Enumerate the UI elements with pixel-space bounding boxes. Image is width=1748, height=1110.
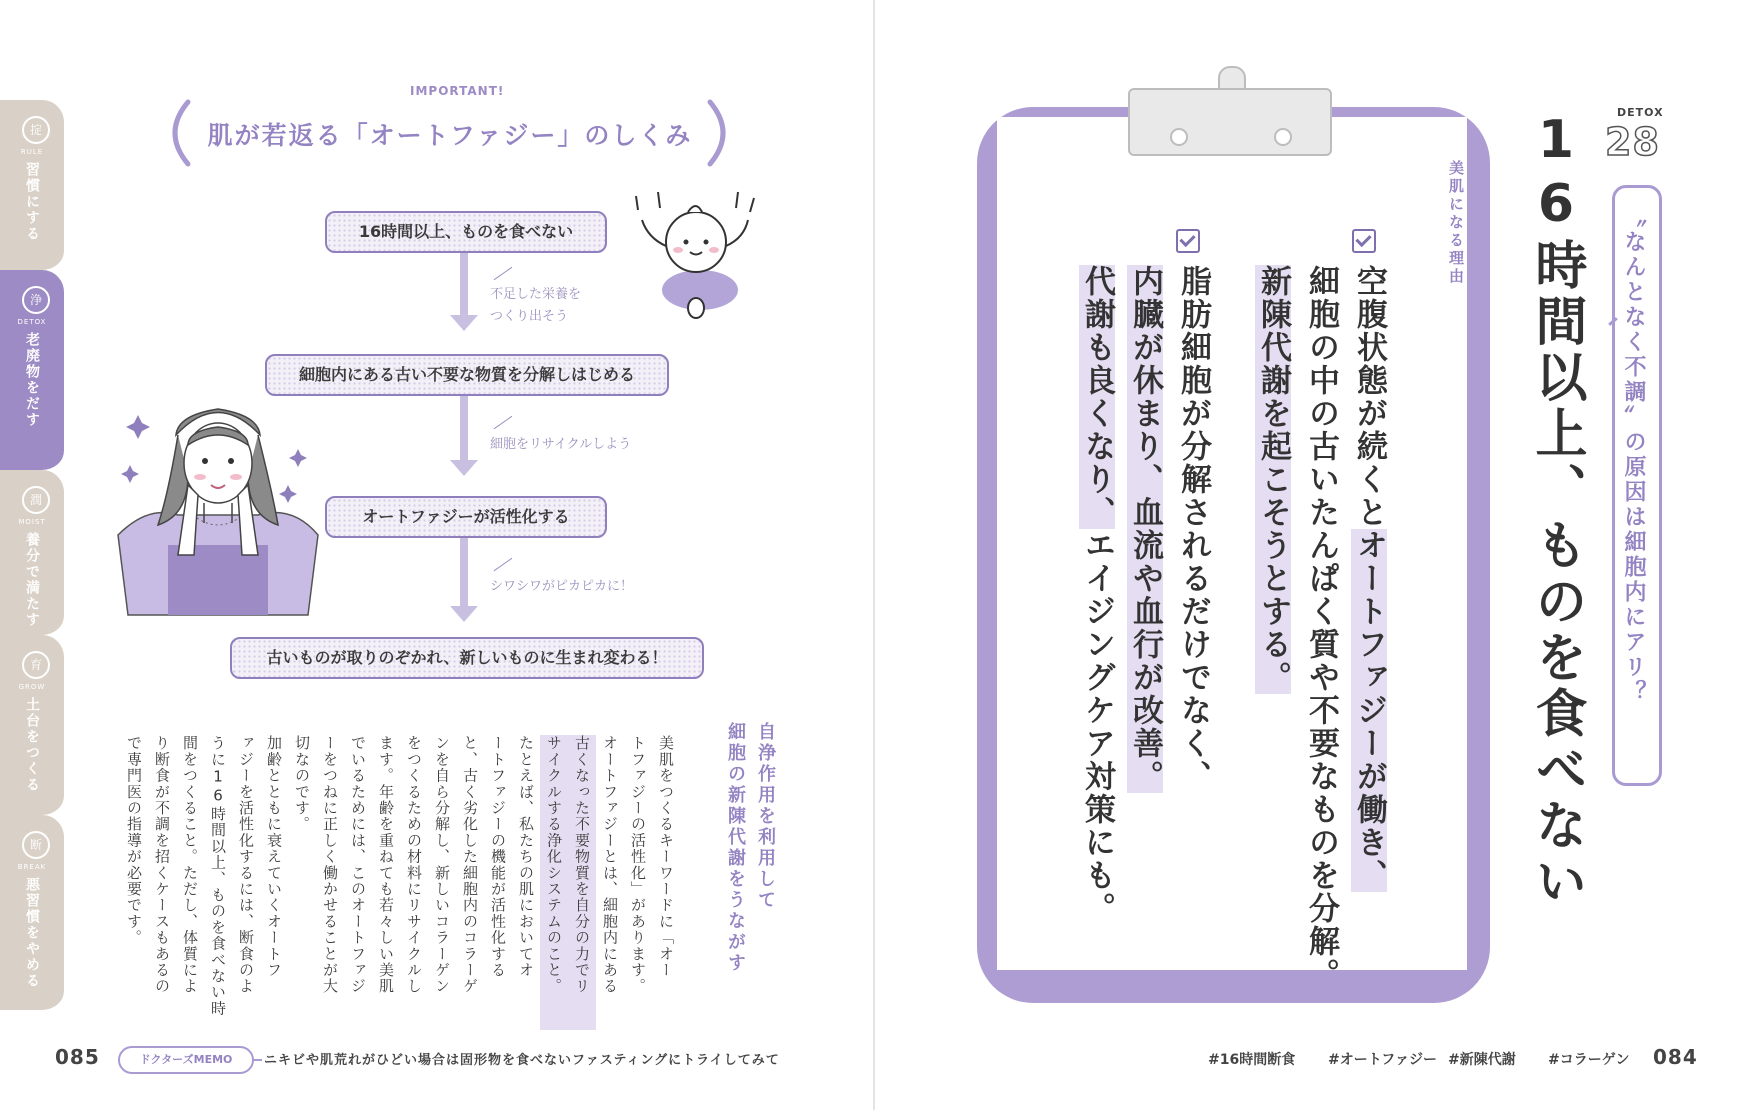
- body-line: をつくるための材料にリサイクルし: [405, 735, 423, 995]
- tab-label: 老廃物をだす: [24, 332, 40, 428]
- body-line: ます。年齢を重ねても若々しい美肌: [377, 735, 395, 995]
- arrow-down-icon: [450, 606, 478, 622]
- detox-number: 28: [1605, 120, 1660, 164]
- main-text-highlight: 新陳代謝を起こそうとする。: [1254, 265, 1291, 694]
- body-line: ーをつねに正しく働かせることが大: [321, 735, 339, 995]
- right-paren-icon: [700, 98, 740, 168]
- main-text-highlight: オートファジーが働き、: [1350, 529, 1387, 892]
- body-line-highlight: サイクルする浄化システムのこと。: [540, 735, 568, 1030]
- main-text: 脂肪細胞が分解されるだけでなく、: [1174, 265, 1211, 793]
- clip-hole: [1170, 128, 1188, 146]
- tab-en: GROW: [18, 683, 46, 691]
- tab-label: 土台をつくる: [24, 697, 40, 793]
- note-slash-icon: [494, 558, 513, 571]
- left-paren-icon: [158, 98, 198, 168]
- main-text: エイジングケア対策にも。: [1078, 529, 1115, 925]
- section-heading: 肌が若返る「オートファジー」のしくみ: [207, 121, 693, 150]
- flow-step-3: オートファジーが活性化する: [325, 496, 607, 538]
- main-text-highlight: 血流や血行が改善。: [1126, 496, 1163, 793]
- tag-metabolism[interactable]: [1448, 1049, 1516, 1069]
- body-line: 間をつくること。ただし、体質によ: [181, 735, 199, 995]
- main-column-3: [1250, 265, 1295, 694]
- body-text: [112, 735, 680, 1030]
- tab-label: 習慣にする: [24, 162, 40, 242]
- tab-kanji: 浄: [22, 286, 50, 314]
- arrow-down-icon: [450, 460, 478, 476]
- main-text-highlight: 代謝も良くなり、: [1078, 265, 1115, 529]
- page-number-left: 085: [55, 1045, 100, 1069]
- flow-note-line: 不足した栄養を: [490, 287, 582, 302]
- tab-kanji: 断: [22, 831, 50, 859]
- flow-arrow: [460, 538, 468, 608]
- tag-text: #16時間断食: [1208, 1052, 1296, 1068]
- tab-label: 養分で満たす: [24, 532, 40, 628]
- body-line: オートファジーとは、細胞内にある: [601, 735, 619, 995]
- woman-illustration: [108, 395, 328, 620]
- body-line: 切なのです。: [293, 735, 311, 833]
- memo-connector: [252, 1059, 262, 1061]
- main-column-5: [1122, 265, 1167, 793]
- mascot-illustration: [630, 190, 760, 330]
- body-line: ートファジーの機能が活性化する: [489, 735, 507, 978]
- flow-note-1: [490, 284, 581, 328]
- side-tab-rule[interactable]: [0, 100, 64, 273]
- body-line: 美肌をつくるキーワードに「オー: [657, 735, 675, 978]
- main-text: 細胞の中の古いたんぱく質や不要なものを分解。: [1302, 265, 1339, 991]
- flow-note-line: つくり出そう: [490, 309, 569, 324]
- detox-label: DETOX: [1617, 106, 1664, 119]
- tab-en: BREAK: [17, 863, 47, 871]
- flow-step-4: 古いものが取りのぞかれ、新しいものに生まれ変わる！: [230, 637, 704, 679]
- note-slash-icon: [494, 267, 513, 280]
- flow-step-2: 細胞内にある古い不要な物質を分解しはじめる: [265, 354, 669, 396]
- body-line: 加齢とともに衰えていくオートフ: [265, 735, 283, 978]
- tab-kanji: 育: [22, 651, 50, 679]
- main-column-2: [1298, 265, 1343, 991]
- tag-autophagy[interactable]: [1328, 1049, 1437, 1069]
- body-subheading: [720, 722, 780, 1012]
- tag-text: #コラーゲン: [1548, 1052, 1630, 1068]
- body-line: トファジーの活性化」があります。: [629, 735, 647, 995]
- checkbox-icon: [1176, 229, 1200, 253]
- body-line: たとえば、私たちの肌においてオ: [517, 735, 535, 978]
- memo-label: ドクターズMEMO: [118, 1046, 254, 1074]
- main-column-1: [1346, 265, 1391, 892]
- tag-fasting[interactable]: [1208, 1049, 1295, 1069]
- important-label: IMPORTANT!: [410, 84, 505, 98]
- body-line: と、古く劣化した細胞内のコラーゲ: [461, 735, 479, 995]
- side-tab-moist[interactable]: [0, 470, 64, 638]
- page-spine: [873, 0, 875, 1110]
- main-column-4: [1170, 265, 1215, 793]
- clipboard-paper: [997, 117, 1467, 970]
- subheading-line: 自浄作用を利用して: [755, 722, 776, 911]
- tab-kanji: 潤: [22, 486, 50, 514]
- flow-note-3: [490, 576, 633, 598]
- arrow-down-icon: [450, 315, 478, 331]
- flow-note-line: 細胞をリサイクルしよう: [490, 437, 632, 452]
- body-line: うに16時間以上、ものを食べない時: [209, 735, 227, 1017]
- main-text: 空腹状態が続くと: [1350, 265, 1387, 529]
- flow-note-2: [490, 434, 631, 456]
- body-line: ンを自ら分解し、新しいコラーゲン: [433, 735, 451, 995]
- page-number-right: 084: [1653, 1045, 1698, 1069]
- reason-label: 美肌になる理由: [1447, 160, 1465, 286]
- side-tab-break[interactable]: [0, 815, 64, 1013]
- tag-collagen[interactable]: [1548, 1049, 1629, 1069]
- memo-text: ニキビや肌荒れがひどい場合は固形物を食べないファスティングにトライしてみて: [264, 1053, 780, 1068]
- tab-en: MOIST: [18, 518, 46, 526]
- tag-text: #オートファジー: [1328, 1052, 1438, 1068]
- page-title: 16時間以上、ものを食べない: [1526, 110, 1586, 910]
- body-line: でいるためには、このオートファジ: [349, 735, 367, 995]
- body-line: ァジーを活性化するには、断食のよ: [237, 735, 255, 995]
- clip-hole: [1274, 128, 1292, 146]
- side-tab-detox[interactable]: [0, 270, 64, 473]
- tab-label: 悪習慣をやめる: [24, 877, 40, 989]
- flow-step-1: 16時間以上、ものを食べない: [325, 211, 607, 253]
- tab-en: DETOX: [17, 318, 47, 326]
- tab-kanji: 掟: [22, 116, 50, 144]
- main-text-highlight: 内臓が休まり、: [1126, 265, 1163, 496]
- clipboard-clip: [1128, 88, 1332, 156]
- flow-arrow: [460, 253, 468, 317]
- main-column-6: [1074, 265, 1119, 925]
- body-line: で専門医の指導が必要です。: [125, 735, 143, 946]
- side-tab-grow[interactable]: [0, 635, 64, 818]
- flow-note-line: シワシワがピカピカに！: [490, 579, 634, 594]
- body-line-highlight: 古くなった不要物質を自分の力でリ: [568, 735, 596, 1030]
- tag-text: #新陳代謝: [1448, 1052, 1516, 1068]
- flow-arrow: [460, 396, 468, 462]
- tab-en: RULE: [20, 148, 44, 156]
- note-slash-icon: [494, 416, 513, 429]
- body-line: り断食が不調を招くケースもあるの: [153, 735, 171, 995]
- subheading-line: 細胞の新陳代謝をうながす: [725, 722, 746, 974]
- checkbox-icon: [1352, 229, 1376, 253]
- catch-phrase: 〝なんとなく不調〟の原因は細胞内にアリ？: [1621, 205, 1646, 705]
